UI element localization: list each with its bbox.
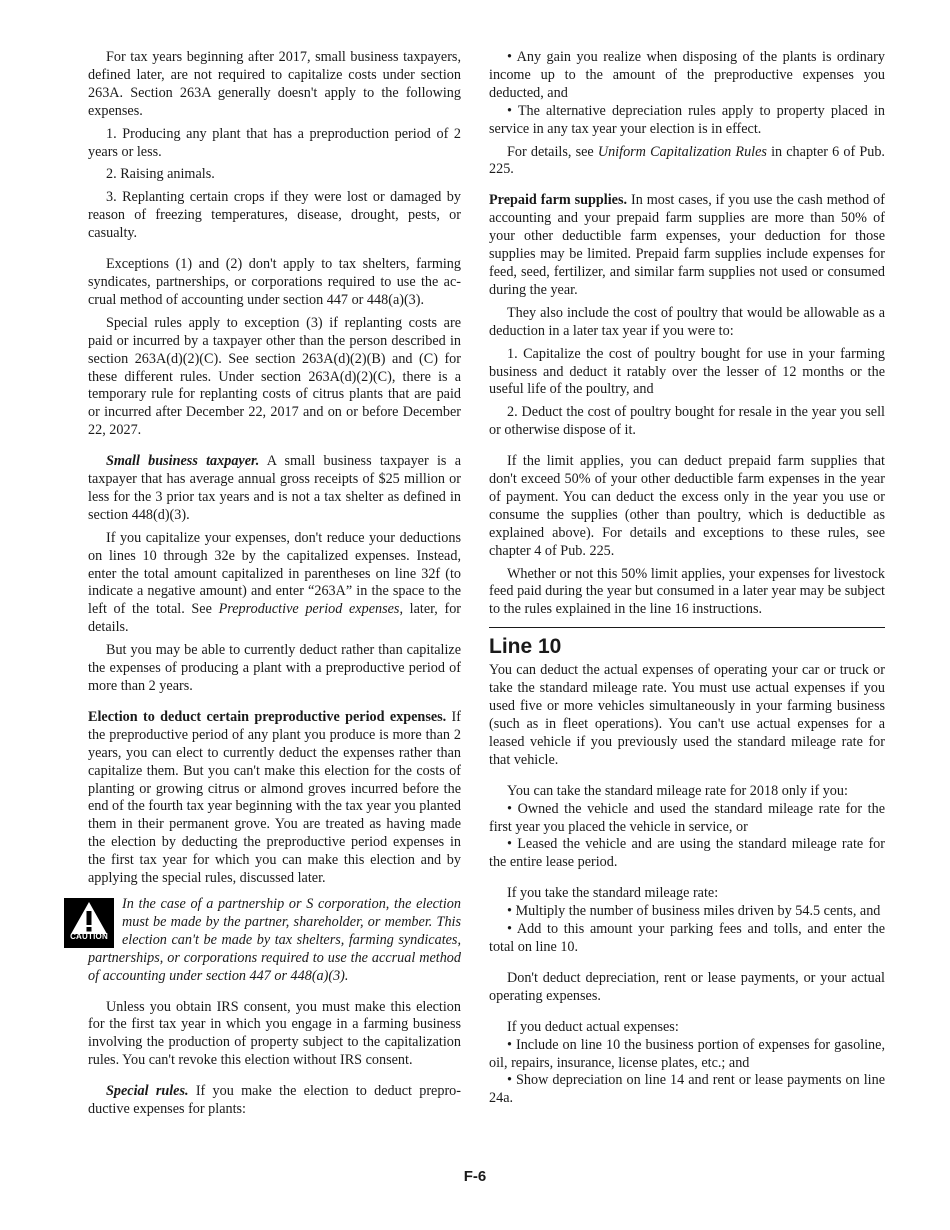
bullet-item: • Multiply the number of business miles driven by 54.5 cents, and — [507, 903, 881, 920]
capitalize-paragraph — [88, 530, 461, 637]
bullet-item: • Add to this amount your parking fees and tolls, and enter the total on line 10. — [489, 921, 885, 955]
bullet-item: • The alternative depreciation rules apply to property placed in service in any tax year your election is in effect. — [489, 102, 885, 137]
special-rules-heading: Special rules. — [106, 1083, 189, 1100]
special-rules-intro — [88, 1083, 461, 1119]
capitalize-text-end: , later, for details. — [88, 601, 462, 636]
standard-mileage-intro: You can take the standard mileage rate for 2018 only if you: — [507, 782, 848, 799]
election-body: If the preproductive period of any plant you produce is more than 2 years, you can elect to currently deduct the expenses rather than capitalize them. But you can't make this election for the costs of planting or growing citrus or almond groves incurred before the end of the fourth tax year beginning with the tax year you planted them in their permanent grove. You are treated as having made the election by deducting the preproductive period expenses in the first tax year for which you can make this election and by applying the special rules, discussed later. — [88, 708, 461, 887]
exceptions-paragraph: Exceptions (1) and (2) don't apply to tax shelters, farming syndicates, partnerships, or corporations required to use the accrual method of accounting under section 447 or 448(a)(3). — [88, 256, 461, 308]
small-business-body: A small business taxpayer is a taxpayer that has average annual gross receipts of $25 million or less for the 3 prior tax years and is not a tax shelter as defined in section 448(d)(3). — [88, 453, 461, 523]
caution-label: CAUTION — [70, 932, 108, 942]
intro-paragraph: For tax years beginning after 2017, small business taxpayers, defined later, are not required to capitalize costs under section 263A. Section 263A generally doesn't apply to the following expenses. — [88, 49, 461, 119]
dont-deduct-paragraph: Don't deduct depreciation, rent or lease payments, or your actual operating expenses. — [489, 969, 885, 1004]
list-item: 2. Raising animals. — [106, 166, 215, 183]
limit-paragraph: If the limit applies, you can deduct prepaid farm supplies that don't exceed 50% of your other deductible farm expenses in the year of payment. You can deduct the excess only in the year you use or consume the supplies (other than poultry, which is deductible as explained above). For details and exceptions to these rules, see chapter 4 of Pub. 225. — [489, 453, 885, 559]
bullet-item: • Include on line 10 the business portion of expenses for gasoline, oil, repairs, insurance, license plates, etc.; and — [489, 1036, 885, 1071]
if-standard-intro: If you take the standard mileage rate: — [507, 885, 719, 902]
caution-icon — [64, 898, 114, 948]
election-paragraph — [88, 709, 461, 888]
actual-expenses-intro: If you deduct actual expenses: — [507, 1018, 679, 1035]
election-heading: Election to deduct certain preproductive period expenses. — [88, 708, 447, 725]
bullet-item: • Any gain you realize when disposing of the plants is ordinary income up to the amount of the preproductive expenses you deducted, and — [489, 49, 885, 101]
deduct-paragraph: But you may be able to currently deduct rather than capitalize the expenses of producing a plant with a preproductive period of more than 2 years. — [88, 642, 461, 694]
line-10-heading: Line 10 — [489, 635, 562, 659]
unicap-reference: Uniform Capitalization Rules — [597, 143, 767, 160]
line-10-intro: You can deduct the actual expenses of operating your car or truck or take the standard mileage rate. You must use actual expenses if you used five or more vehicles simultaneously in your farming business (such as in fleet operations). You can't use actual expenses for a leased vehicle if you previously used the standard mileage rate for that vehicle. — [489, 662, 885, 768]
caution-note — [70, 895, 461, 986]
list-item: 1. Capitalize the cost of poultry bought for use in your farming business and deduct it ratably over the lesser of 12 months or the useful life of the poultry, and — [489, 345, 885, 398]
small-business-paragraph — [88, 453, 461, 525]
list-item: 2. Deduct the cost of poultry bought for resale in the year you sell or otherwise dispose of it. — [489, 404, 885, 439]
list-item: 3. Replanting certain crops if they were lost or damaged by reason of freezing temperatures, disease, drought, pests, or casualty. — [88, 189, 461, 242]
right-column — [489, 49, 885, 1108]
prepaid-body: In most cases, if you use the cash method of accounting and your prepaid farm supplies are more than 50% of your other deductible farm expenses, your deduction for those supplies may be limited. Prepaid farm supplies include expenses for feed, seed, fertilizer, and similar farm supplies not used or consumed during the year. — [489, 192, 885, 298]
irs-consent-paragraph: Unless you obtain IRS consent, you must make this election for the first tax year in which you engage in a farming business involving the production of property subject to the capitalization rules. You can't revoke this election without IRS consent. — [88, 998, 461, 1069]
bullet-item: • Show depreciation on line 14 and rent or lease payments on line 24a. — [489, 1072, 885, 1107]
special-rules-paragraph: Special rules apply to exception (3) if replanting costs are paid or incurred by a taxpayer other than the person described in section 263A(d)(2)(C). See section 263A(d)(2)(B) and (C) for these different rules. Under section 263A(d)(2)(C), there is a temporary rule for replanting costs of citrus plants that are paid or incurred after December 22, 2017 and on or before December 22, 2027. — [88, 314, 461, 439]
page-number: F-6 — [463, 1168, 487, 1185]
prepaid-heading: Prepaid farm supplies. — [489, 192, 628, 209]
details-text: For details, see — [507, 143, 598, 160]
poultry-paragraph: They also include the cost of poultry that would be allowable as a deduction in a later tax year if you were to: — [489, 304, 885, 339]
section-divider — [489, 627, 885, 628]
livestock-paragraph: Whether or not this 50% limit applies, your expenses for livestock feed paid during the year but consumed in a later year may be subject to the rules explained in the line 16 instructions. — [489, 565, 885, 618]
prepaid-paragraph — [489, 192, 885, 299]
small-business-heading: Small business taxpayer. — [106, 453, 260, 470]
bullet-item: • Owned the vehicle and used the standard mileage rate for the first year you placed the vehicle in service, or — [489, 800, 885, 835]
special-rules-body: If you make the election to deduct preproductive expenses for plants: — [88, 1083, 461, 1118]
details-paragraph — [489, 144, 885, 180]
left-column — [70, 49, 462, 1124]
details-text-end: in chapter 6 of Pub. 225. — [489, 143, 885, 178]
caution-text: In the case of a partnership or S corporation, the election must be made by the partner, shareholder, or member. This election can't be made by tax shelters, farming syndicates, partnerships, or corporations required to use the accrual method of accounting under section 447 or 448(a)(3). — [88, 895, 461, 984]
capitalize-text: If you capitalize your expenses, don't reduce your deductions on lines 10 through 32e by the capitalized expenses. Instead, enter the total amount capitalized in parentheses on line 32f (to indicate a negative amount) and enter “263A” in the space to the left of the total. See — [88, 529, 461, 618]
bullet-item: • Leased the vehicle and are using the standard mileage rate for the entire lease period. — [489, 836, 885, 871]
list-item: 1. Producing any plant that has a preproduction period of 2 years or less. — [88, 125, 461, 160]
preproductive-reference: Preproductive period expenses — [218, 601, 400, 618]
